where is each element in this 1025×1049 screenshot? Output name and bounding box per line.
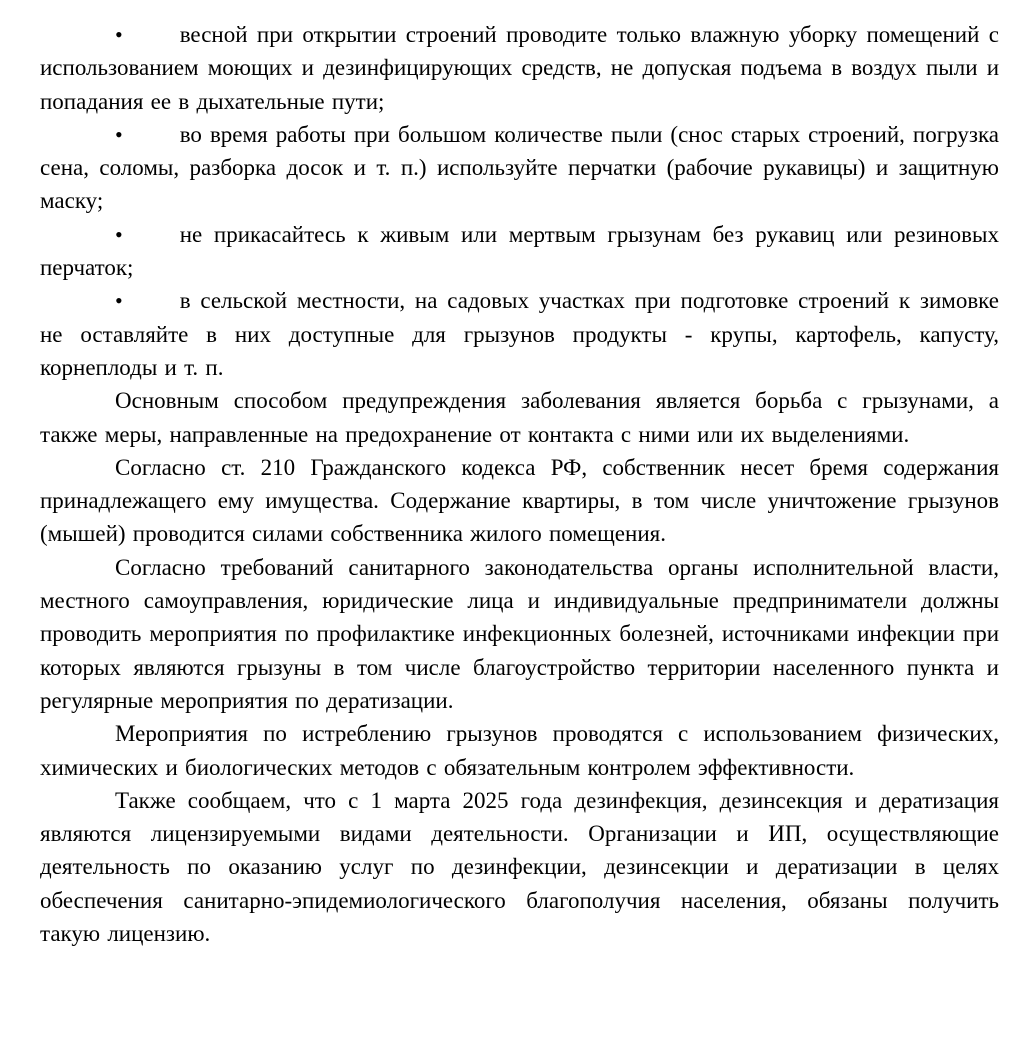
paragraph: Согласно ст. 210 Гражданского кодекса РФ, собственник несет бремя содержания принадлежащего ему имущества. Содержание квартиры, в том числе уничтожение грызунов (мышей) проводится силами собственника жилого помещения.	[40, 454, 999, 547]
bullet-icon: •	[115, 22, 123, 47]
bullet-icon: •	[115, 221, 123, 247]
bullet-list-item: • не прикасайтесь к живым или мертвым грызунам без рукавиц или резиновых перчаток;	[40, 221, 999, 281]
paragraph: Согласно требований санитарного законодательства органы исполнительной власти, местного самоуправления, юридические лица и индивидуальные предприниматели должны проводить мероприятия по профилактике инфекционных болезней, источниками инфекции при которых являются грызуны в том числе благоустройство территории населенного пункта и регулярные мероприятия по дератизации.	[40, 554, 999, 713]
paragraph: Также сообщаем, что с 1 марта 2025 года дезинфекция, дезинсекция и дератизация являются лицензируемыми видами деятельности. Организации и ИП, осуществляющие деятельность по оказанию услуг по дезинфекции, дезинсекции и дератизации в целях обеспечения санитарно-эпидемиологического благополучия населения, обязаны получить такую лицензию.	[40, 787, 999, 947]
paragraph: Основным способом предупреждения заболевания является борьба с грызунами, а также меры, направленные на предохранение от контакта с ними или их выделениями.	[40, 388, 999, 447]
bullet-icon: •	[115, 288, 123, 314]
bullet-list-item: • весной при открытии строений проводите только влажную уборку помещений с использованием моющих и дезинфицирующих средств, не допуская подъема в воздух пыли и попадания ее в дыхательные пути;	[40, 22, 999, 114]
document-body	[40, 18, 999, 950]
bullet-icon: •	[115, 121, 123, 147]
bullet-list-item: • в сельской местности, на садовых участках при подготовке строений к зимовке не оставляйте в них доступные для грызунов продукты - крупы, картофель, капусту, корнеплоды и т. п.	[40, 288, 999, 380]
paragraph: Мероприятия по истреблению грызунов проводятся с использованием физических, химических и биологических методов с обязательным контролем эффективности.	[40, 721, 999, 780]
bullet-list-item: • во время работы при большом количестве пыли (снос старых строений, погрузка сена, соломы, разборка досок и т. п.) используйте перчатки (рабочие рукавицы) и защитную маску;	[40, 121, 999, 214]
